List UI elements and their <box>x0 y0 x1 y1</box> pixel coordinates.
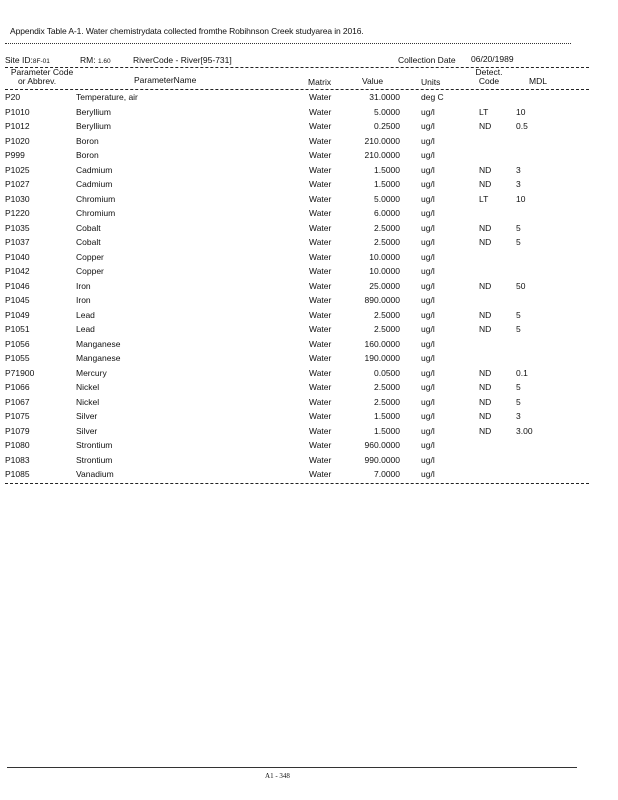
cell-param-name: Vanadium <box>76 469 114 479</box>
cell-param-code: P1049 <box>5 309 30 320</box>
cell-mdl: 5 <box>516 222 521 233</box>
cell-param-code: P1040 <box>5 251 30 262</box>
col-header-code-line2: or Abbrev. <box>17 76 57 86</box>
table-row <box>0 454 618 469</box>
cell-matrix: Water <box>309 208 332 218</box>
cell-param-name: Silver <box>76 425 98 436</box>
cell-matrix: Water <box>309 309 332 320</box>
cell-mdl: 50 <box>516 280 526 291</box>
cell-units: ug/l <box>421 411 435 421</box>
table-row <box>0 135 618 150</box>
cell-value: 7.0000 <box>374 469 400 479</box>
cell-matrix: Water <box>309 353 332 363</box>
col-header-detect-line2: Code <box>478 76 500 86</box>
col-header-code <box>5 68 79 86</box>
cell-param-code: P1037 <box>5 237 30 247</box>
cell-param-name: Strontium <box>76 454 113 465</box>
table-row <box>0 280 618 295</box>
cell-units: ug/l <box>421 164 435 175</box>
cell-value: 1.5000 <box>374 179 400 189</box>
river-mile <box>80 55 111 65</box>
site-id-label: Site ID: <box>5 55 33 65</box>
site-id <box>5 55 50 65</box>
cell-param-name: Beryllium <box>76 121 111 131</box>
cell-units: ug/l <box>421 353 435 363</box>
cell-matrix: Water <box>309 367 332 378</box>
cell-mdl: 3 <box>516 411 521 421</box>
table-row <box>0 207 618 222</box>
cell-matrix: Water <box>309 106 332 117</box>
cell-detect-code: ND <box>479 309 492 320</box>
cell-matrix: Water <box>309 92 332 102</box>
cell-param-name: Cobalt <box>76 237 101 247</box>
cell-param-code: P1025 <box>5 164 30 175</box>
cell-param-code: P1079 <box>5 425 30 436</box>
cell-value: 990.0000 <box>364 454 400 465</box>
cell-param-code: P1012 <box>5 121 30 131</box>
cell-mdl: 0.5 <box>516 121 528 131</box>
cell-units: ug/l <box>421 121 435 131</box>
river-code: RiverCode - River[95-731] <box>133 55 232 65</box>
page-number: A1 - 348 <box>265 772 290 780</box>
cell-matrix: Water <box>309 251 332 262</box>
table-row <box>0 425 618 440</box>
cell-matrix: Water <box>309 193 332 204</box>
cell-param-name: Iron <box>76 295 91 305</box>
cell-value: 2.5000 <box>374 237 400 247</box>
cell-mdl: 5 <box>516 382 521 392</box>
cell-param-name: Mercury <box>76 367 107 378</box>
cell-matrix: Water <box>309 121 332 131</box>
cell-matrix: Water <box>309 266 332 276</box>
cell-param-code: P1042 <box>5 266 30 276</box>
table-row <box>0 410 618 425</box>
cell-matrix: Water <box>309 150 332 160</box>
rm-label: RM: <box>80 55 96 65</box>
cell-param-name: Chromium <box>76 193 116 204</box>
cell-param-code: P1080 <box>5 440 30 450</box>
cell-units: ug/l <box>421 382 435 392</box>
cell-matrix: Water <box>309 425 332 436</box>
table-row <box>0 91 618 106</box>
cell-param-name: Boron <box>76 150 99 160</box>
cell-param-name: Nickel <box>76 382 100 392</box>
cell-param-name: Temperature, air <box>76 92 138 102</box>
cell-param-name: Boron <box>76 135 99 146</box>
cell-param-name: Beryllium <box>76 106 111 117</box>
cell-units: ug/l <box>421 222 435 233</box>
cell-matrix: Water <box>309 338 332 349</box>
cell-value: 960.0000 <box>364 440 400 450</box>
cell-param-name: Cobalt <box>76 222 101 233</box>
cell-param-code: P71900 <box>5 367 35 378</box>
title-divider <box>5 43 571 44</box>
table-row <box>0 367 618 382</box>
site-id-value: 8F-01 <box>32 58 50 65</box>
cell-mdl: 10 <box>516 193 526 204</box>
cell-units: ug/l <box>421 338 435 349</box>
cell-mdl: 5 <box>516 396 521 407</box>
col-header-matrix: Matrix <box>308 77 332 87</box>
cell-detect-code: ND <box>479 382 492 392</box>
table-row <box>0 323 618 338</box>
table-row <box>0 439 618 454</box>
cell-mdl: 5 <box>516 309 521 320</box>
cell-param-name: Nickel <box>76 396 100 407</box>
cell-value: 0.0500 <box>374 367 400 378</box>
cell-param-code: P1045 <box>5 295 30 305</box>
cell-param-code: P1030 <box>5 193 30 204</box>
cell-detect-code: ND <box>479 425 492 436</box>
table-row <box>0 381 618 396</box>
table-row <box>0 149 618 164</box>
cell-value: 0.2500 <box>374 121 400 131</box>
cell-param-name: Lead <box>76 324 95 334</box>
cell-value: 10.0000 <box>369 266 400 276</box>
cell-param-code: P1083 <box>5 454 30 465</box>
collection-date-value: 06/20/1989 <box>471 54 514 64</box>
cell-mdl: 0.1 <box>516 367 528 378</box>
cell-param-name: Strontium <box>76 440 113 450</box>
col-header-units: Units <box>421 77 441 87</box>
cell-param-name: Lead <box>76 309 95 320</box>
cell-mdl: 3.00 <box>516 425 533 436</box>
cell-detect-code: LT <box>479 106 489 117</box>
cell-value: 210.0000 <box>364 150 400 160</box>
cell-param-code: P1067 <box>5 396 30 407</box>
cell-value: 1.5000 <box>374 411 400 421</box>
table-row <box>0 193 618 208</box>
cell-param-name: Manganese <box>76 338 121 349</box>
cell-param-name: Iron <box>76 280 91 291</box>
cell-param-code: P1020 <box>5 135 30 146</box>
cell-matrix: Water <box>309 382 332 392</box>
cell-param-name: Cadmium <box>76 179 113 189</box>
cell-value: 31.0000 <box>369 92 400 102</box>
cell-units: ug/l <box>421 324 435 334</box>
cell-param-code: P1056 <box>5 338 30 349</box>
cell-units: ug/l <box>421 396 435 407</box>
table-title: Appendix Table A-1. Water chemistrydata collected fromthe Robihnson Creek studyarea in 2016. <box>10 26 364 36</box>
cell-units: ug/l <box>421 280 435 291</box>
cell-param-name: Manganese <box>76 353 121 363</box>
cell-mdl: 10 <box>516 106 526 117</box>
data-table-body <box>0 91 618 483</box>
cell-units: ug/l <box>421 309 435 320</box>
cell-matrix: Water <box>309 396 332 407</box>
cell-detect-code: ND <box>479 411 492 421</box>
col-header-code-line1: Parameter Code <box>10 67 74 77</box>
cell-value: 2.5000 <box>374 222 400 233</box>
cell-param-name: Copper <box>76 251 104 262</box>
cell-detect-code: ND <box>479 280 492 291</box>
cell-matrix: Water <box>309 135 332 146</box>
cell-detect-code: LT <box>479 193 489 204</box>
cell-detect-code: ND <box>479 179 492 189</box>
cell-value: 2.5000 <box>374 382 400 392</box>
table-row <box>0 468 618 483</box>
cell-matrix: Water <box>309 454 332 465</box>
col-header-detect-line1: Detect. <box>475 67 503 77</box>
cell-param-code: P1027 <box>5 179 30 189</box>
cell-matrix: Water <box>309 280 332 291</box>
cell-detect-code: ND <box>479 367 492 378</box>
cell-param-code: P1075 <box>5 411 30 421</box>
table-row <box>0 265 618 280</box>
cell-mdl: 5 <box>516 237 521 247</box>
cell-units: ug/l <box>421 179 435 189</box>
cell-value: 25.0000 <box>369 280 400 291</box>
rm-value: 1.60 <box>97 58 111 65</box>
cell-units: ug/l <box>421 135 435 146</box>
table-row <box>0 236 618 251</box>
cell-value: 2.5000 <box>374 324 400 334</box>
cell-matrix: Water <box>309 222 332 233</box>
col-header-value: Value <box>362 76 384 86</box>
cell-value: 210.0000 <box>364 135 400 146</box>
cell-units: ug/l <box>421 367 435 378</box>
cell-units: ug/l <box>421 237 435 247</box>
cell-units: ug/l <box>421 454 435 465</box>
cell-param-name: Chromium <box>76 208 116 218</box>
header-divider-bottom <box>5 89 589 90</box>
table-row <box>0 164 618 179</box>
cell-param-name: Copper <box>76 266 104 276</box>
table-row <box>0 352 618 367</box>
cell-param-code: P1066 <box>5 382 30 392</box>
cell-value: 5.0000 <box>374 193 400 204</box>
cell-param-code: P1220 <box>5 208 30 218</box>
cell-matrix: Water <box>309 164 332 175</box>
cell-param-name: Cadmium <box>76 164 113 175</box>
cell-param-code: P999 <box>5 150 25 160</box>
cell-units: ug/l <box>421 251 435 262</box>
table-row <box>0 106 618 121</box>
cell-value: 2.5000 <box>374 396 400 407</box>
table-row <box>0 294 618 309</box>
cell-detect-code: ND <box>479 222 492 233</box>
cell-param-code: P1010 <box>5 106 30 117</box>
cell-units: ug/l <box>421 295 435 305</box>
table-row <box>0 222 618 237</box>
table-row <box>0 178 618 193</box>
cell-value: 6.0000 <box>374 208 400 218</box>
cell-param-code: P1085 <box>5 469 30 479</box>
cell-mdl: 3 <box>516 164 521 175</box>
cell-units: ug/l <box>421 193 435 204</box>
cell-units: ug/l <box>421 208 435 218</box>
cell-detect-code: ND <box>479 164 492 175</box>
cell-value: 190.0000 <box>364 353 400 363</box>
col-header-detect <box>472 68 506 86</box>
table-row <box>0 396 618 411</box>
col-header-mdl: MDL <box>529 76 547 86</box>
table-row <box>0 120 618 135</box>
cell-mdl: 5 <box>516 324 521 334</box>
cell-param-code: P1046 <box>5 280 30 291</box>
cell-units: ug/l <box>421 106 435 117</box>
cell-mdl: 3 <box>516 179 521 189</box>
cell-value: 1.5000 <box>374 425 400 436</box>
cell-units: ug/l <box>421 266 435 276</box>
cell-matrix: Water <box>309 295 332 305</box>
cell-param-code: P1055 <box>5 353 30 363</box>
cell-detect-code: ND <box>479 324 492 334</box>
col-header-name: ParameterName <box>134 75 197 85</box>
table-row <box>0 338 618 353</box>
cell-value: 160.0000 <box>364 338 400 349</box>
cell-matrix: Water <box>309 179 332 189</box>
cell-matrix: Water <box>309 324 332 334</box>
cell-param-code: P1051 <box>5 324 30 334</box>
cell-units: deg C <box>421 92 444 102</box>
table-end-divider <box>5 483 589 484</box>
cell-detect-code: ND <box>479 396 492 407</box>
cell-value: 1.5000 <box>374 164 400 175</box>
cell-value: 890.0000 <box>364 295 400 305</box>
cell-matrix: Water <box>309 440 332 450</box>
cell-units: ug/l <box>421 440 435 450</box>
table-row <box>0 309 618 324</box>
cell-units: ug/l <box>421 150 435 160</box>
cell-value: 2.5000 <box>374 309 400 320</box>
cell-detect-code: ND <box>479 121 492 131</box>
cell-param-code: P1035 <box>5 222 30 233</box>
cell-value: 5.0000 <box>374 106 400 117</box>
footer-rule <box>7 767 577 768</box>
cell-units: ug/l <box>421 469 435 479</box>
cell-detect-code: ND <box>479 237 492 247</box>
cell-units: ug/l <box>421 425 435 436</box>
cell-matrix: Water <box>309 469 332 479</box>
cell-value: 10.0000 <box>369 251 400 262</box>
cell-param-code: P20 <box>5 92 21 102</box>
table-row <box>0 251 618 266</box>
cell-matrix: Water <box>309 237 332 247</box>
collection-date-label: Collection Date <box>398 55 456 65</box>
cell-matrix: Water <box>309 411 332 421</box>
cell-param-name: Silver <box>76 411 98 421</box>
